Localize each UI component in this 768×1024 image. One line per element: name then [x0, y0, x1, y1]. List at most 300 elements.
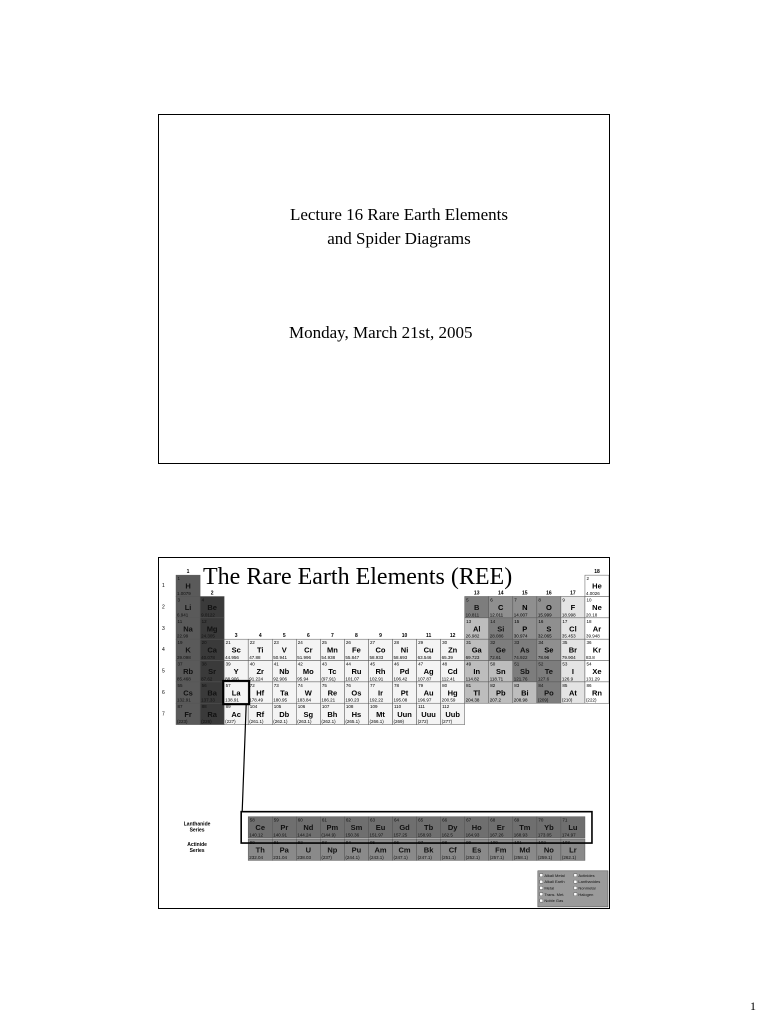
- element-symbol: Dy: [447, 823, 458, 833]
- atomic-mass: 238.03: [297, 854, 312, 860]
- atomic-number: 83: [514, 682, 520, 688]
- atomic-mass: 51.996: [297, 655, 312, 661]
- atomic-number: 102: [538, 840, 546, 846]
- atomic-mass: 58.693: [393, 655, 408, 661]
- element-symbol: Sm: [350, 823, 363, 833]
- element-symbol: Ne: [592, 603, 602, 613]
- periodic-table: [159, 558, 609, 908]
- element-symbol: Nd: [303, 823, 314, 833]
- atomic-number: 48: [442, 661, 448, 667]
- element-symbol: Zn: [448, 645, 458, 655]
- atomic-number: 38: [201, 661, 207, 667]
- legend-label: Trans. Met.: [544, 891, 565, 897]
- element-symbol: Pa: [279, 845, 289, 855]
- atomic-mass: 207.2: [489, 697, 502, 703]
- element-symbol: At: [568, 688, 577, 698]
- element-symbol: C: [498, 603, 504, 613]
- atomic-number: 93: [321, 840, 327, 846]
- element-symbol: Am: [374, 845, 387, 855]
- atomic-mass: (262.1): [273, 719, 288, 725]
- atomic-mass: 168.93: [513, 832, 528, 838]
- lanthanide-series-label: Series: [189, 827, 205, 834]
- atomic-number: 62: [345, 817, 351, 823]
- element-symbol: Sg: [303, 709, 314, 719]
- atomic-number: 40: [249, 661, 255, 667]
- lanthanide-series-label: Lanthanide: [183, 821, 211, 828]
- atomic-number: 107: [321, 704, 330, 710]
- element-symbol: Be: [207, 603, 217, 613]
- element-symbol: Kr: [592, 645, 602, 655]
- legend-label: Lanthanides: [578, 879, 601, 885]
- atomic-mass: (222): [585, 697, 597, 703]
- atomic-mass: 126.9: [561, 676, 574, 682]
- element-symbol: Bi: [521, 688, 529, 698]
- atomic-number: 69: [514, 817, 520, 823]
- atomic-number: 76: [345, 682, 351, 688]
- atomic-number: 43: [321, 661, 327, 667]
- atomic-mass: 78.96: [537, 655, 550, 661]
- atomic-number: 30: [442, 640, 448, 646]
- element-symbol: Cm: [398, 845, 411, 855]
- element-symbol: Hs: [351, 709, 362, 719]
- atomic-mass: 4.0026: [585, 590, 600, 596]
- atomic-number: 103: [562, 840, 570, 846]
- atomic-mass: 88.906: [225, 676, 239, 682]
- group-label: 10: [401, 633, 408, 640]
- element-symbol: Uub: [445, 709, 460, 719]
- group-label: 9: [379, 633, 382, 640]
- atomic-number: 79: [418, 682, 424, 688]
- atomic-mass: 131.29: [585, 676, 600, 682]
- atomic-mass: 15.999: [537, 612, 552, 618]
- group-label: 14: [497, 590, 504, 597]
- group-label: 6: [306, 633, 310, 640]
- element-symbol: I: [571, 667, 574, 677]
- group-label: 13: [473, 590, 480, 597]
- atomic-number: 34: [538, 640, 544, 646]
- period-label: 1: [162, 583, 165, 590]
- actinide-series-label: Actinide: [187, 842, 207, 849]
- element-symbol: Ga: [471, 645, 482, 655]
- element-symbol: Lu: [568, 823, 578, 833]
- atomic-mass: 195.08: [393, 697, 408, 703]
- atomic-mass: 95.94: [297, 676, 309, 682]
- element-symbol: Fm: [495, 845, 507, 855]
- element-symbol: Pm: [326, 823, 339, 833]
- element-symbol: Pt: [400, 688, 409, 698]
- atomic-number: 81: [466, 682, 472, 688]
- atomic-number: 104: [249, 704, 258, 710]
- atomic-mass: 196.97: [417, 697, 432, 703]
- atomic-number: 111: [418, 704, 425, 710]
- element-symbol: Db: [279, 709, 290, 719]
- element-symbol: Y: [233, 667, 239, 677]
- legend-label: Actinides: [578, 872, 595, 878]
- atomic-number: 19: [177, 640, 183, 646]
- legend-swatch: [540, 886, 543, 889]
- atomic-mass: 39.098: [177, 655, 191, 661]
- element-symbol: Mn: [326, 645, 338, 655]
- element-symbol: Pd: [399, 667, 410, 677]
- atomic-number: 7: [514, 597, 517, 603]
- atomic-number: 47: [418, 661, 424, 667]
- atomic-number: 11: [177, 618, 183, 624]
- atomic-mass: 1.0079: [177, 590, 191, 596]
- atomic-mass: 173.05: [537, 832, 552, 838]
- atomic-mass: 167.26: [489, 832, 504, 838]
- atomic-mass: 200.59: [441, 697, 456, 703]
- atomic-number: 27: [369, 640, 375, 646]
- atomic-number: 50: [490, 661, 496, 667]
- legend-swatch: [574, 893, 577, 896]
- element-symbol: Es: [472, 845, 482, 855]
- element-symbol: N: [522, 603, 528, 613]
- atomic-number: 4: [201, 597, 205, 603]
- element-symbol: K: [185, 645, 191, 655]
- legend-swatch: [540, 880, 543, 883]
- atomic-mass: 30.974: [513, 633, 528, 639]
- element-symbol: Cs: [183, 688, 193, 698]
- atomic-mass: 72.61: [489, 655, 502, 661]
- atomic-number: 65: [418, 817, 424, 823]
- atomic-mass: 231.04: [273, 854, 288, 860]
- legend-swatch: [574, 874, 577, 877]
- atomic-number: 84: [538, 682, 544, 688]
- atomic-number: 8: [538, 597, 541, 603]
- atomic-number: 87: [177, 704, 183, 710]
- element-symbol: Th: [255, 845, 265, 855]
- element-symbol: Fe: [352, 645, 361, 655]
- legend-label: Alkali Metal: [544, 872, 565, 878]
- period-label: 6: [162, 689, 165, 696]
- atomic-number: 105: [273, 704, 282, 710]
- atomic-number: 15: [514, 618, 520, 624]
- atomic-number: 94: [345, 840, 351, 846]
- element-symbol: Cl: [569, 624, 577, 634]
- atomic-mass: 106.42: [393, 676, 408, 682]
- atomic-mass: 140.91: [273, 832, 288, 838]
- element-symbol: Ba: [207, 688, 217, 698]
- element-symbol: Rb: [183, 667, 194, 677]
- atomic-mass: (227): [225, 719, 236, 725]
- atomic-number: 74: [297, 682, 303, 688]
- atomic-number: 10: [586, 597, 592, 603]
- atomic-number: 66: [442, 817, 448, 823]
- atomic-mass: 22.99: [177, 633, 189, 639]
- atomic-number: 18: [586, 618, 592, 624]
- element-symbol: Hf: [256, 688, 265, 698]
- element-symbol: Re: [327, 688, 338, 698]
- element-symbol: Xe: [592, 667, 602, 677]
- atomic-mass: 127.6: [537, 676, 550, 682]
- element-symbol: F: [570, 603, 576, 613]
- atomic-mass: (263.1): [297, 719, 312, 725]
- atomic-number: 68: [490, 817, 496, 823]
- element-symbol: W: [304, 688, 312, 698]
- element-symbol: Rf: [256, 709, 265, 719]
- element-symbol: Mg: [206, 624, 218, 634]
- element-symbol: Cr: [304, 645, 313, 655]
- atomic-mass: (269): [393, 719, 405, 725]
- atomic-number: 39: [225, 661, 231, 667]
- atomic-mass: 63.546: [417, 655, 432, 661]
- element-symbol: Te: [544, 667, 553, 677]
- group-label: 4: [258, 633, 262, 640]
- atomic-mass: (259.1): [537, 854, 553, 860]
- atomic-number: 32: [490, 640, 496, 646]
- atomic-mass: 151.97: [369, 832, 384, 838]
- legend-label: Metal: [544, 885, 555, 891]
- group-label: 3: [234, 633, 238, 640]
- legend-label: Alkali Earth: [544, 879, 565, 885]
- atomic-mass: 107.87: [417, 676, 432, 682]
- element-symbol: Sn: [495, 667, 506, 677]
- atomic-number: 22: [249, 640, 255, 646]
- atomic-mass: 157.25: [393, 832, 408, 838]
- atomic-mass: 44.956: [225, 655, 239, 661]
- element-symbol: Yb: [544, 823, 554, 833]
- atomic-mass: (247.1): [417, 854, 432, 860]
- element-symbol: Ti: [256, 645, 264, 655]
- atomic-number: 67: [466, 817, 472, 823]
- atomic-mass: (262.1): [561, 854, 577, 860]
- element-symbol: Li: [184, 603, 192, 613]
- atomic-mass: 150.36: [345, 832, 360, 838]
- atomic-mass: 208.98: [513, 697, 528, 703]
- element-symbol: Se: [544, 645, 554, 655]
- atomic-number: 70: [538, 817, 544, 823]
- atomic-number: 106: [297, 704, 306, 710]
- atomic-mass: 14.007: [513, 612, 528, 618]
- element-symbol: S: [546, 624, 552, 634]
- atomic-mass: (257.1): [489, 854, 505, 860]
- atomic-mass: (144.9): [321, 832, 336, 838]
- atomic-mass: 180.95: [273, 697, 288, 703]
- element-symbol: Co: [375, 645, 386, 655]
- element-symbol: Pr: [280, 823, 289, 833]
- atomic-mass: (251.1): [441, 854, 456, 860]
- atomic-number: 90: [249, 840, 255, 846]
- atomic-number: 36: [586, 640, 592, 646]
- atomic-mass: (265.1): [345, 719, 360, 725]
- atomic-mass: 132.91: [177, 697, 191, 703]
- atomic-mass: 79.904: [561, 655, 576, 661]
- title-line-1: Lecture 16 Rare Earth Elements: [289, 205, 509, 224]
- atomic-number: 28: [394, 640, 400, 646]
- atomic-number: 60: [297, 817, 303, 823]
- element-symbol: La: [231, 688, 241, 698]
- atomic-mass: (210): [561, 697, 573, 703]
- atomic-mass: 85.468: [177, 676, 191, 682]
- atomic-number: 72: [249, 682, 255, 688]
- atomic-mass: 20.18: [585, 612, 598, 618]
- element-symbol: Ac: [231, 709, 241, 719]
- group-label: 8: [355, 633, 358, 640]
- atomic-number: 26: [345, 640, 351, 646]
- atomic-number: 58: [249, 817, 255, 823]
- atomic-number: 14: [490, 618, 496, 624]
- element-symbol: Ir: [377, 688, 383, 698]
- group-label: 11: [425, 633, 432, 640]
- group-label: 1: [186, 569, 190, 576]
- atomic-number: 13: [466, 618, 472, 624]
- atomic-number: 1: [177, 576, 181, 582]
- atomic-number: 98: [442, 840, 448, 846]
- atomic-mass: 192.22: [369, 697, 384, 703]
- atomic-number: 35: [562, 640, 568, 646]
- legend-swatch: [540, 899, 543, 902]
- element-symbol: Ni: [400, 645, 409, 655]
- atomic-number: 73: [273, 682, 279, 688]
- element-symbol: Ce: [255, 823, 266, 833]
- atomic-mass: 18.998: [561, 612, 576, 618]
- atomic-number: 5: [466, 597, 469, 603]
- atomic-mass: 112.41: [441, 676, 456, 682]
- period-label: 4: [162, 647, 165, 654]
- element-symbol: Ru: [351, 667, 362, 677]
- element-symbol: Sb: [520, 667, 530, 677]
- atomic-number: 12: [201, 618, 207, 624]
- period-label: 3: [162, 625, 165, 632]
- element-symbol: Ca: [207, 645, 217, 655]
- element-symbol: Cu: [423, 645, 434, 655]
- atomic-number: 16: [538, 618, 544, 624]
- group-label: 2: [210, 590, 214, 597]
- slide-title: [159, 203, 609, 251]
- element-symbol: Cd: [447, 667, 458, 677]
- atomic-mass: 39.948: [585, 633, 600, 639]
- atomic-number: 17: [562, 618, 568, 624]
- element-symbol: Ag: [423, 667, 434, 677]
- element-symbol: Al: [472, 624, 481, 634]
- legend-swatch: [540, 874, 543, 877]
- element-symbol: Md: [519, 845, 531, 855]
- atomic-number: 85: [562, 682, 568, 688]
- atomic-number: 56: [201, 682, 207, 688]
- element-symbol: Rh: [375, 667, 386, 677]
- atomic-mass: 186.21: [321, 697, 336, 703]
- atomic-mass: 9.0122: [201, 612, 215, 618]
- atomic-mass: (247.1): [393, 854, 408, 860]
- atomic-number: 101: [514, 840, 522, 846]
- atomic-mass: 69.723: [465, 655, 480, 661]
- atomic-number: 20: [201, 640, 207, 646]
- atomic-number: 23: [273, 640, 279, 646]
- atomic-number: 109: [369, 704, 378, 710]
- atomic-number: 110: [394, 704, 402, 710]
- element-symbol: U: [305, 845, 312, 855]
- element-symbol: Ge: [495, 645, 506, 655]
- legend-label: Noble Gas: [544, 898, 564, 904]
- element-symbol: Ar: [592, 624, 602, 634]
- atomic-number: 64: [394, 817, 400, 823]
- atomic-mass: 55.847: [345, 655, 360, 661]
- atomic-number: 6: [490, 597, 493, 603]
- element-symbol: Ra: [207, 709, 217, 719]
- atomic-number: 31: [466, 640, 472, 646]
- element-symbol: Mt: [376, 709, 385, 719]
- element-symbol: P: [522, 624, 528, 634]
- element-symbol: Bk: [423, 845, 434, 855]
- atomic-number: 49: [466, 661, 472, 667]
- atomic-number: 80: [442, 682, 448, 688]
- atomic-mass: 58.933: [369, 655, 384, 661]
- element-symbol: Lr: [569, 845, 577, 855]
- atomic-mass: 102.91: [369, 676, 384, 682]
- group-label: 12: [449, 633, 456, 640]
- atomic-mass: (209): [537, 697, 549, 703]
- atomic-mass: (237): [321, 854, 332, 860]
- element-symbol: He: [592, 581, 602, 591]
- atomic-mass: 87.62: [201, 676, 213, 682]
- atomic-number: 95: [369, 840, 375, 846]
- element-symbol: Tb: [424, 823, 434, 833]
- atomic-mass: (272): [417, 719, 429, 725]
- atomic-mass: (261.1): [249, 719, 264, 725]
- element-symbol: Uuu: [421, 709, 436, 719]
- atomic-number: 24: [297, 640, 303, 646]
- atomic-number: 33: [514, 640, 520, 646]
- atomic-mass: (277): [441, 719, 453, 725]
- legend-label: Halogen: [578, 891, 594, 897]
- group-label: 7: [330, 633, 334, 640]
- atomic-mass: 144.24: [297, 832, 312, 838]
- element-symbol: Os: [351, 688, 362, 698]
- atomic-mass: 6.941: [177, 612, 189, 618]
- atomic-mass: (226): [201, 719, 212, 725]
- atomic-number: 37: [177, 661, 183, 667]
- element-symbol: Sr: [208, 667, 217, 677]
- atomic-mass: (266.1): [369, 719, 384, 725]
- element-symbol: Pb: [495, 688, 506, 698]
- atomic-mass: 114.82: [465, 676, 480, 682]
- actinide-series-label: Series: [189, 848, 205, 855]
- element-symbol: Fr: [184, 709, 192, 719]
- element-symbol: Uun: [397, 709, 412, 719]
- atomic-number: 3: [177, 597, 181, 603]
- atomic-mass: 65.39: [441, 655, 453, 661]
- atomic-mass: (262.1): [321, 719, 336, 725]
- atomic-mass: 164.93: [465, 832, 480, 838]
- element-symbol: H: [185, 581, 191, 591]
- atomic-number: 44: [345, 661, 351, 667]
- atomic-mass: 183.84: [297, 697, 312, 703]
- element-symbol: Zr: [256, 667, 264, 677]
- atomic-mass: 54.938: [321, 655, 336, 661]
- atomic-mass: (97.91): [321, 676, 336, 682]
- element-symbol: Si: [497, 624, 505, 634]
- atomic-mass: (244.1): [345, 854, 360, 860]
- atomic-number: 51: [514, 661, 520, 667]
- atomic-number: 52: [538, 661, 544, 667]
- atomic-number: 9: [562, 597, 565, 603]
- atomic-mass: 101.07: [345, 676, 360, 682]
- atomic-mass: 137.33: [201, 697, 215, 703]
- atomic-number: 91: [273, 840, 279, 846]
- periodic-table-slide: [158, 557, 610, 909]
- atomic-number: 96: [394, 840, 400, 846]
- atomic-mass: 92.906: [273, 676, 288, 682]
- element-symbol: Er: [496, 823, 505, 833]
- element-symbol: Nb: [279, 667, 290, 677]
- atomic-number: 29: [418, 640, 424, 646]
- page-number: 1: [750, 999, 756, 1013]
- atomic-mass: 12.011: [489, 612, 504, 618]
- atomic-number: 86: [586, 682, 592, 688]
- atomic-mass: 138.91: [225, 697, 239, 703]
- atomic-mass: 118.71: [489, 676, 504, 682]
- element-symbol: Mo: [302, 667, 314, 677]
